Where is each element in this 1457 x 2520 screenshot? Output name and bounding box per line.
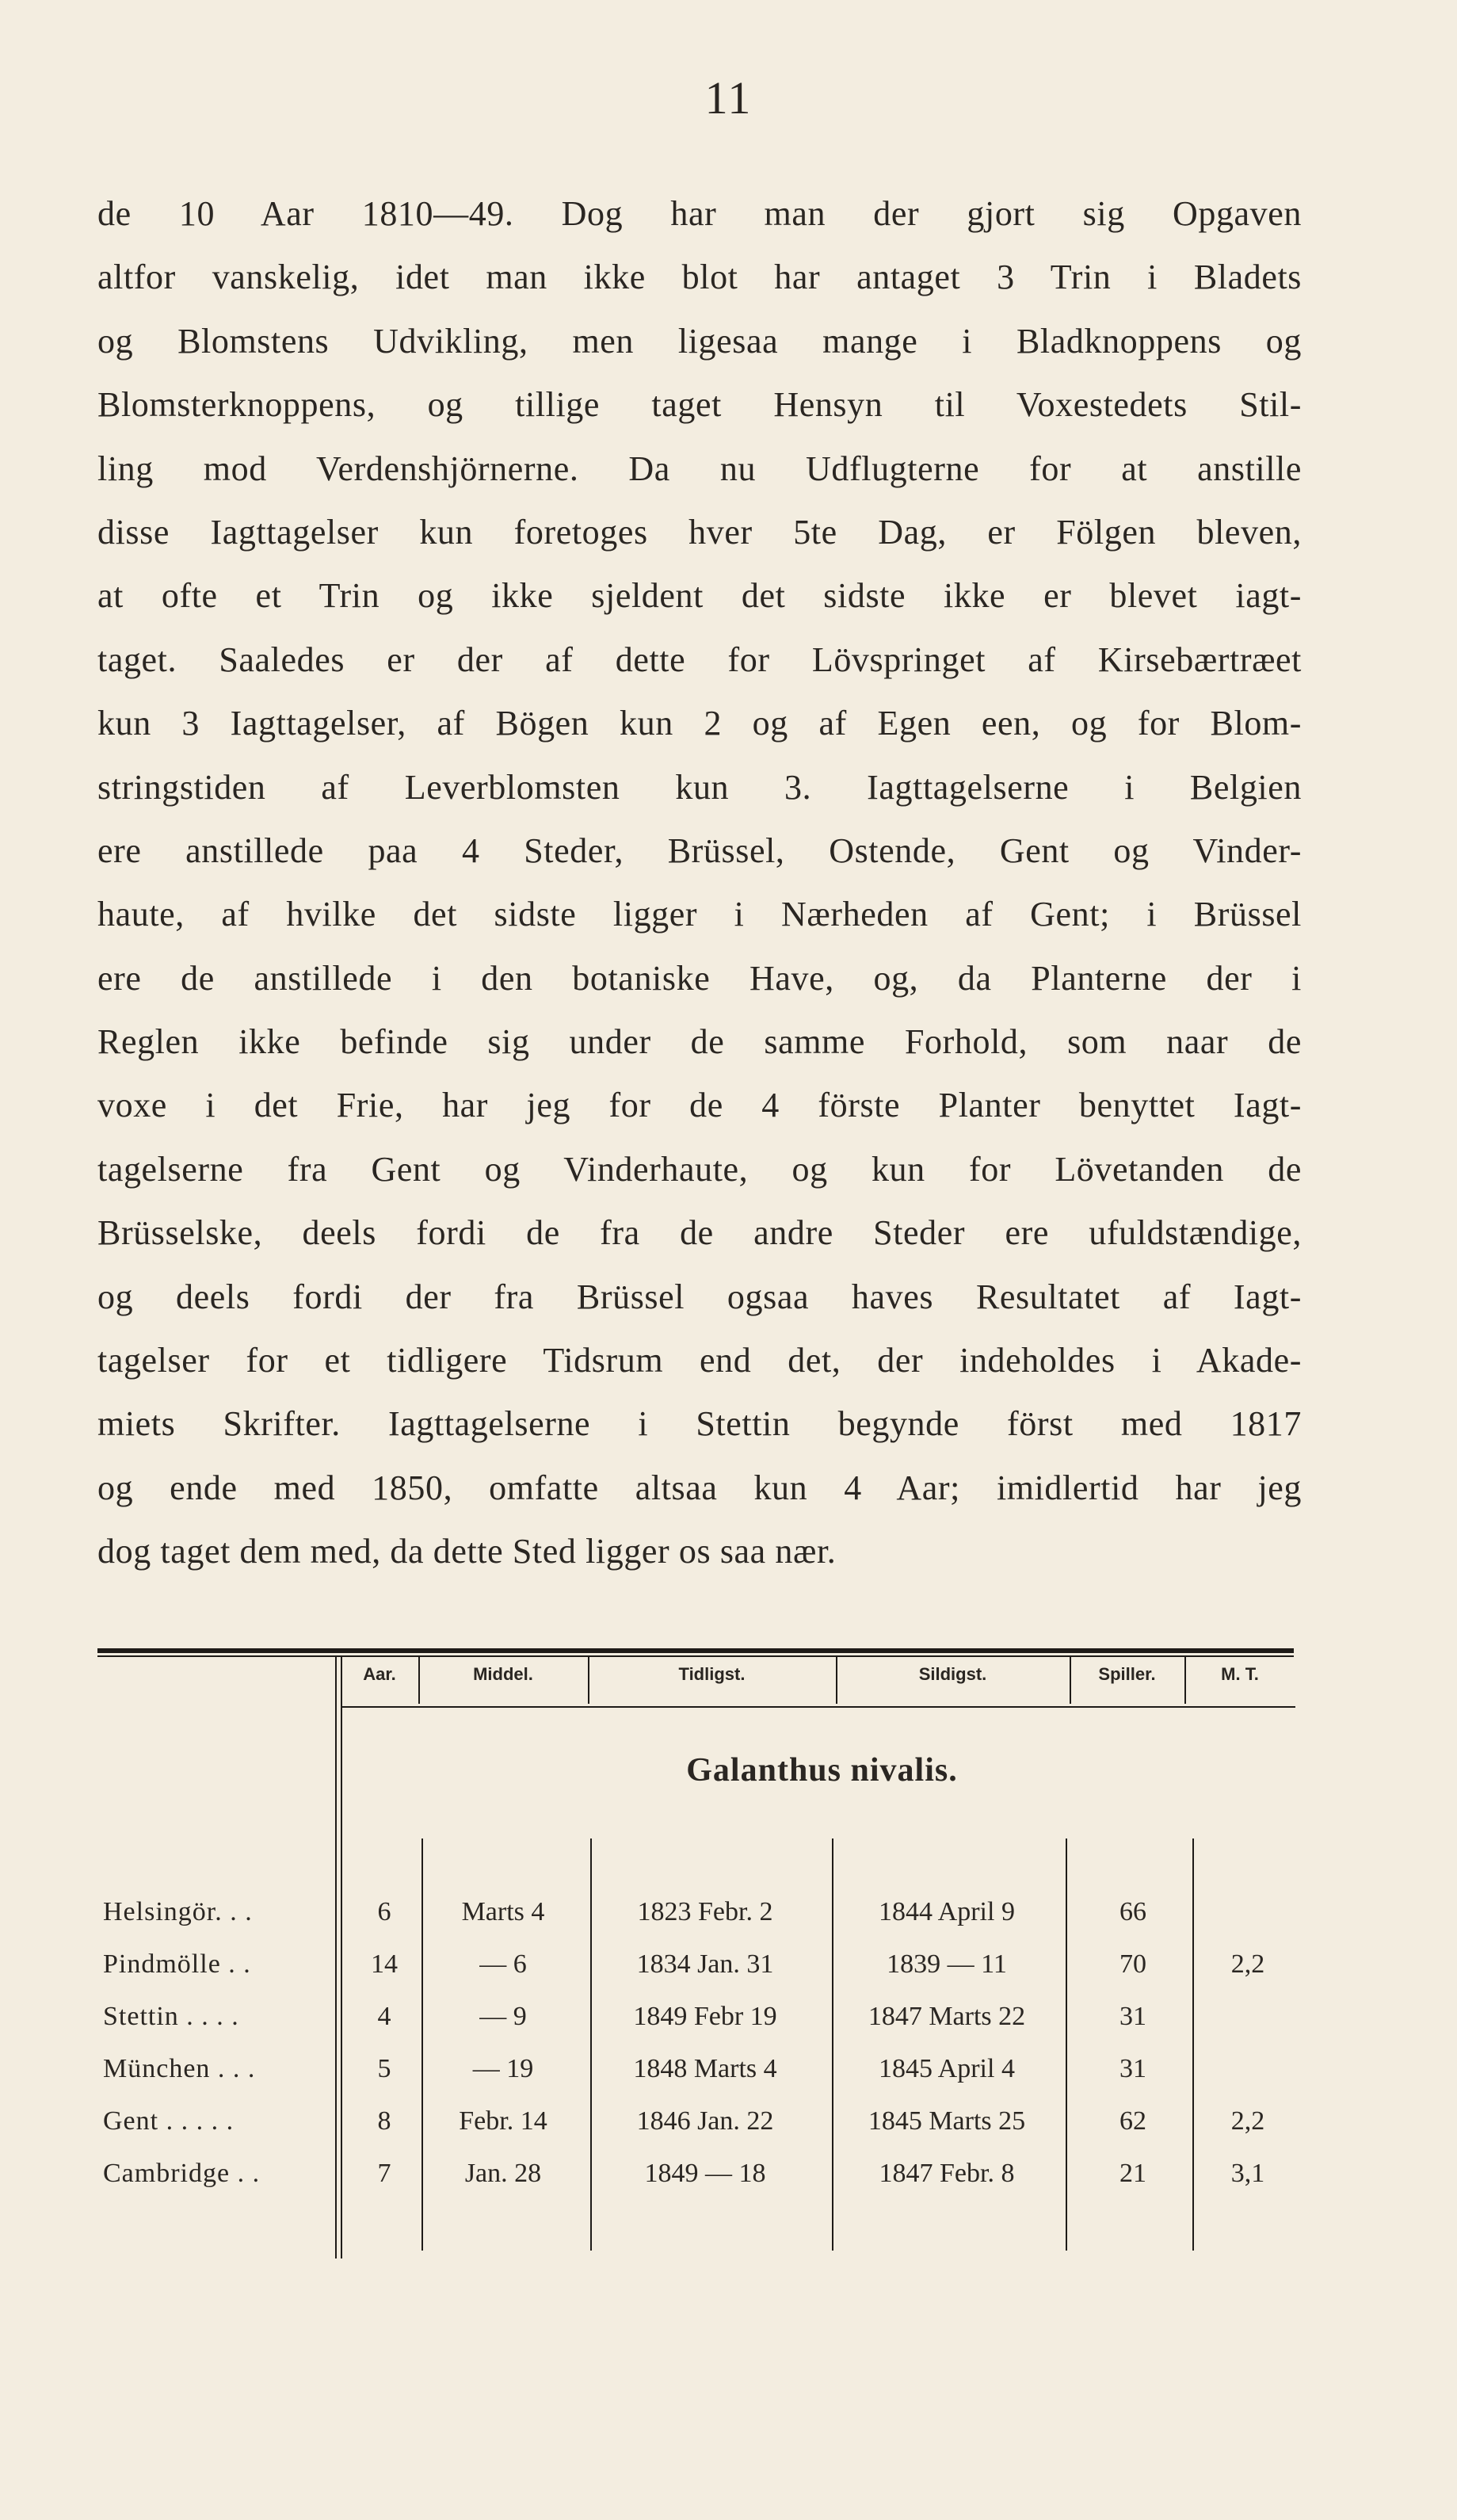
text-line: disse Iagttagelser kun foretoges hver 5te Dag, er Fölgen bleven, <box>97 512 1302 552</box>
cell-spiller: 66 <box>1119 1897 1146 1926</box>
cell-tidligst: 1823 Febr. 2 <box>637 1897 773 1926</box>
cell-place: München . . . <box>103 2054 256 2083</box>
text-line: miets Skrifter. Iagttagelserne i Stettin begynde först med 1817 <box>97 1404 1302 1444</box>
text-line: at ofte et Trin og ikke sjeldent det sidste ikke er blevet iagt- <box>97 576 1302 616</box>
header-rule <box>341 1706 1295 1708</box>
cell-mt: 2,2 <box>1230 2106 1265 2136</box>
cell-spiller: 31 <box>1119 2002 1146 2031</box>
cell-aar: 5 <box>377 2054 391 2083</box>
cell-mt: 3,1 <box>1230 2159 1265 2188</box>
page-number: 11 <box>704 72 753 124</box>
cell-sildigst: 1845 Marts 25 <box>868 2106 1026 2136</box>
cell-middel: — 6 <box>479 1949 527 1979</box>
text-line: ere anstillede paa 4 Steder, Brüssel, Ostende, Gent og Vinder- <box>97 830 1302 870</box>
cell-spiller: 21 <box>1119 2159 1146 2188</box>
cell-place: Cambridge . . <box>103 2159 261 2188</box>
table-top-rule <box>97 1648 1294 1653</box>
cell-sildigst: 1845 April 4 <box>879 2054 1015 2083</box>
cell-place: Helsingör. . . <box>103 1897 253 1926</box>
cell-mt: 2,2 <box>1230 1949 1265 1979</box>
text-line: tagelser for et tidligere Tidsrum end det, der indeholdes i Akade- <box>97 1341 1302 1380</box>
text-line: tagelserne fra Gent og Vinderhaute, og kun for Lövetanden de <box>97 1149 1302 1189</box>
table-row <box>0 1938 1457 1991</box>
cell-place: Stettin . . . . <box>103 2002 239 2031</box>
text-line: og ende med 1850, omfatte altsaa kun 4 Aar; imidlertid har jeg <box>97 1468 1302 1507</box>
table-top-rule-thin <box>97 1655 1294 1657</box>
text-line: og Blomstens Udvikling, men ligesaa mange i Bladknoppens og <box>97 321 1302 361</box>
text-line: ling mod Verdenshjörnerne. Da nu Udflugterne for at anstille <box>97 449 1302 488</box>
text-line: de 10 Aar 1810—49. Dog har man der gjort sig Opgaven <box>97 194 1302 233</box>
text-line: Reglen ikke befinde sig under de samme Forhold, som naar de <box>97 1022 1302 1062</box>
cell-tidligst: 1849 Febr 19 <box>633 2002 777 2031</box>
cell-place: Gent . . . . . <box>103 2106 235 2136</box>
cell-middel: Marts 4 <box>461 1897 545 1926</box>
species-heading: Galanthus nivalis. <box>686 1752 958 1789</box>
header-aar: Aar. <box>363 1664 396 1684</box>
table-row <box>0 1886 1457 1938</box>
cell-middel: — 19 <box>472 2054 534 2083</box>
cell-middel: Febr. 14 <box>459 2106 547 2136</box>
text-line: haute, af hvilke det sidste ligger i Nærheden af Gent; i Brüssel <box>97 895 1302 934</box>
cell-aar: 6 <box>377 1897 391 1926</box>
cell-middel: — 9 <box>479 2002 527 2031</box>
cell-sildigst: 1839 — 11 <box>887 1949 1007 1979</box>
text-line: kun 3 Iagttagelser, af Bögen kun 2 og af Egen een, og for Blom- <box>97 704 1302 743</box>
cell-tidligst: 1849 — 18 <box>644 2159 766 2188</box>
cell-sildigst: 1847 Febr. 8 <box>879 2159 1015 2188</box>
table-row <box>0 2043 1457 2095</box>
text-line: taget. Saaledes er der af dette for Lövspringet af Kirsebærtræet <box>97 640 1302 679</box>
text-line: voxe i det Frie, har jeg for de 4 förste Planter benyttet Iagt- <box>97 1086 1302 1125</box>
header-tidligst: Tidligst. <box>678 1664 746 1684</box>
cell-aar: 7 <box>377 2159 391 2188</box>
table-row <box>0 1991 1457 2043</box>
body-paragraph <box>97 182 1302 1584</box>
cell-aar: 14 <box>371 1949 398 1979</box>
cell-aar: 4 <box>377 2002 391 2031</box>
cell-place: Pindmölle . . <box>103 1949 251 1979</box>
text-line: og deels fordi der fra Brüssel ogsaa haves Resultatet af Iagt- <box>97 1277 1302 1316</box>
cell-aar: 8 <box>377 2106 391 2136</box>
cell-middel: Jan. 28 <box>464 2159 542 2188</box>
table-row <box>0 2148 1457 2200</box>
cell-tidligst: 1834 Jan. 31 <box>636 1949 774 1979</box>
header-sildigst: Sildigst. <box>918 1664 987 1684</box>
cell-sildigst: 1847 Marts 22 <box>868 2002 1026 2031</box>
header-middel: Middel. <box>473 1664 533 1684</box>
text-line: Brüsselske, deels fordi de fra de andre Steder ere ufuldstændige, <box>97 1213 1302 1253</box>
text-line: dog taget dem med, da dette Sted ligger os saa nær. <box>97 1532 837 1571</box>
table-row <box>0 2095 1457 2148</box>
cell-sildigst: 1844 April 9 <box>879 1897 1015 1926</box>
text-line: altfor vanskelig, idet man ikke blot har antaget 3 Trin i Bladets <box>97 258 1302 297</box>
cell-spiller: 62 <box>1119 2106 1146 2136</box>
header-mt: M. T. <box>1221 1664 1259 1684</box>
header-spiller: Spiller. <box>1098 1664 1156 1684</box>
cell-spiller: 31 <box>1119 2054 1146 2083</box>
cell-spiller: 70 <box>1119 1949 1146 1979</box>
cell-tidligst: 1848 Marts 4 <box>633 2054 777 2083</box>
text-line: ere de anstillede i den botaniske Have, og, da Planterne der i <box>97 958 1302 998</box>
cell-tidligst: 1846 Jan. 22 <box>636 2106 774 2136</box>
text-line: Blomsterknoppens, og tillige taget Hensyn til Voxestedets Stil- <box>97 385 1302 425</box>
text-line: stringstiden af Leverblomsten kun 3. Iagttagelserne i Belgien <box>97 767 1302 807</box>
